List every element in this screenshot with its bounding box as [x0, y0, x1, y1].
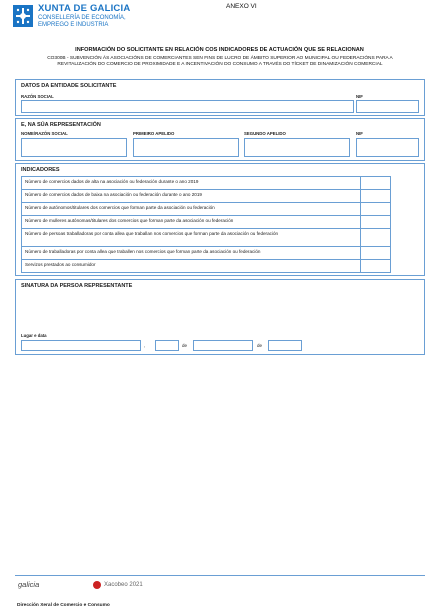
footer-divider [15, 575, 425, 576]
indicator-value-field[interactable] [360, 259, 390, 273]
business-name-field[interactable] [21, 100, 354, 113]
rep-surname1-label: PRIMEIRO APELIDO [133, 131, 175, 136]
rep-surname2-label: SEGUNDO APELIDO [244, 131, 286, 136]
entity-section [15, 79, 425, 116]
indicator-value-field[interactable] [360, 202, 390, 216]
indicator-label: Número de autónomos/titulares dos comercios que forman parte da asociación ou federación [25, 205, 215, 210]
de-separator-1: de [182, 343, 188, 348]
representative-section [15, 118, 425, 161]
rep-surname2-field[interactable] [244, 138, 350, 157]
entity-nif-field[interactable] [356, 100, 419, 113]
indicator-label: Número de comercios dados de alta na asociación ou federación durante o ano 2019 [25, 179, 199, 184]
indicator-label: Número de comercios dados de baixa na asociación ou federación durante o ano 2019 [25, 192, 202, 197]
indicator-row [21, 259, 391, 273]
rep-name-field[interactable] [21, 138, 127, 157]
indicator-value-field[interactable] [360, 176, 390, 190]
indicator-label: Número de persoas traballadoras por conta allea que traballan nos comercios que forman parte da asociación ou federación [25, 231, 279, 236]
place-field[interactable] [21, 340, 141, 351]
indicator-label: Servizos prestados ao consumidor [25, 262, 96, 267]
indicator-value-field[interactable] [360, 215, 390, 229]
department-line-1: CONSELLERÍA DE ECONOMÍA, [38, 15, 126, 21]
comma-separator: , [144, 343, 146, 348]
page-title: INFORMACIÓN DO SOLICITANTE EN RELACIÓN COS INDICADORES DE ACTUACIÓN QUE SE RELACIONAN [75, 47, 364, 53]
entity-nif-label: NIF [356, 94, 363, 99]
indicator-row [21, 246, 391, 260]
page-subtitle [20, 56, 420, 68]
indicator-row [21, 202, 391, 216]
rep-name-label: NOME/RAZÓN SOCIAL [21, 131, 68, 136]
galicia-logo: galicia [18, 580, 40, 589]
indicators-section [15, 163, 425, 276]
indicator-row [21, 189, 391, 203]
indicator-label: Número de traballadoras por conta allea que traballen nos comercios que forman parte da asociación ou federación [25, 249, 261, 254]
xunta-logo-icon [13, 5, 33, 27]
entity-section-title: DATOS DA ENTIDADE SOLICITANTE [21, 83, 117, 89]
representative-section-title: E, NA SÚA REPRESENTACIÓN [21, 122, 101, 128]
day-field[interactable] [155, 340, 179, 351]
indicators-section-title: INDICADORES [21, 167, 60, 173]
org-name: XUNTA DE GALICIA [38, 3, 131, 14]
indicator-value-field[interactable] [360, 246, 390, 260]
rep-surname1-field[interactable] [133, 138, 239, 157]
subtitle-line-1: CO300B - SUBVENCIÓN ÁS ASOCIACIÓNS DE COMERCIANTES SEN FINS DE LUCRO DE ÁMBITO SUPERIOR AO MUNICIPAL OU FEDERACIÓNS PARA A [47, 56, 393, 61]
month-field[interactable] [193, 340, 253, 351]
department-name [38, 15, 126, 29]
de-separator-2: de [257, 343, 263, 348]
subtitle-line-2: REVITALIZACIÓN DO COMERCIO DE PROXIMIDADE E A INCENTIVACIÓN DO CONSUMO A TRAVÉS DO TÍCKET DE DINAMIZACIÓN COMERCIAL [57, 62, 383, 67]
xacobeo-logo-icon [93, 581, 101, 589]
rep-nif-label: NIF [356, 131, 363, 136]
indicator-row [21, 228, 391, 247]
indicator-row [21, 215, 391, 229]
business-name-label: RAZÓN SOCIAL [21, 94, 54, 99]
xacobeo-logo-text: Xacobeo 2021 [104, 582, 143, 588]
rep-nif-field[interactable] [356, 138, 419, 157]
annex-label: ANEXO VI [226, 3, 257, 10]
department-line-2: EMPREGO E INDUSTRIA [38, 22, 109, 28]
directorate-name: Dirección Xeral de Comercio e Consumo [17, 603, 110, 608]
signature-section-title: SINATURA DA PERSOA REPRESENTANTE [21, 283, 133, 289]
indicator-value-field[interactable] [360, 189, 390, 203]
year-field[interactable] [268, 340, 302, 351]
indicator-row [21, 176, 391, 190]
place-date-label: Lugar e data [21, 333, 47, 338]
indicator-label: Número de mulleres autónomas/titulares dos comercios que forman parte da asociación ou federación [25, 218, 234, 223]
signature-section [15, 279, 425, 355]
indicator-value-field[interactable] [360, 228, 390, 247]
